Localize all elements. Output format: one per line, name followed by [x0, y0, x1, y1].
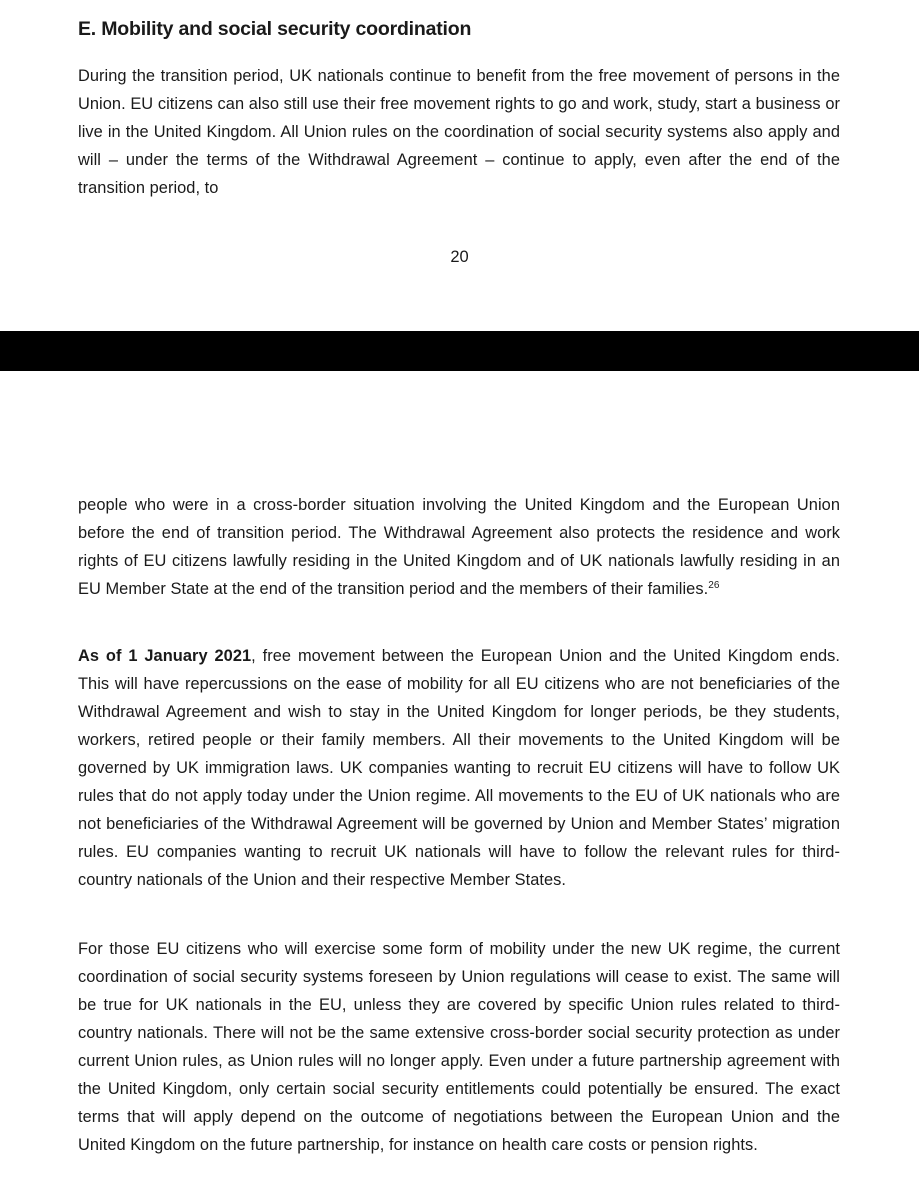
date-emphasis: As of 1 January 2021 — [78, 647, 252, 665]
footnote-reference[interactable]: 26 — [708, 580, 720, 591]
paragraph-cross-border — [78, 491, 840, 603]
section-heading: E. Mobility and social security coordination — [78, 18, 472, 40]
paragraph-cross-border-text: people who were in a cross-border situation involving the United Kingdom and the European Union before the end of transition period. The Withdrawal Agreement also protects the residence and work rights of EU citizens lawfully residing in the United Kingdom and of UK nationals lawfully residing in an EU Member State at the end of the transition period and the members of their families. — [78, 496, 840, 598]
paragraph-free-movement-text: , free movement between the European Union and the United Kingdom ends. This will have repercussions on the ease of mobility for all EU citizens who are not beneficiaries of the Withdrawal Agreement and wish to stay in the United Kingdom for longer periods, be they students, workers, retired people or their family members. All their movements to the United Kingdom will be governed by UK immigration laws. UK companies wanting to recruit EU citizens will have to follow UK rules that do not apply today under the Union regime. All movements to the EU of UK nationals who are not beneficiaries of the Withdrawal Agreement will be governed by Union and Member States’ migration rules. EU companies wanting to recruit UK nationals will have to follow the relevant rules for third-country nationals of the Union and their respective Member States. — [78, 647, 840, 889]
page-divider-bar — [0, 331, 919, 371]
paragraph-transition-period: During the transition period, UK nationals continue to benefit from the free movement of persons in the Union. EU citizens can also still use their free movement rights to go and work, study, start a business or live in the United Kingdom. All Union rules on the coordination of social security systems also apply and will – under the terms of the Withdrawal Agreement – continue to apply, even after the end of the transition period, to — [78, 67, 840, 197]
page-number: 20 — [450, 248, 469, 266]
paragraph-social-security: For those EU citizens who will exercise some form of mobility under the new UK regime, the current coordination of social security systems foreseen by Union regulations will cease to exist. The same will be true for UK nationals in the EU, unless they are covered by specific Union rules related to third-country nationals. There will not be the same extensive cross-border social security protection as under current Union rules, as Union rules will no longer apply. Even under a future partnership agreement with the United Kingdom, only certain social security entitlements could potentially be ensured. The exact terms that will apply depend on the outcome of negotiations between the European Union and the United Kingdom on the future partnership, for instance on health care costs or pension rights. — [78, 940, 840, 1154]
page-top-section — [0, 0, 919, 331]
paragraph-free-movement-ends — [78, 642, 840, 894]
